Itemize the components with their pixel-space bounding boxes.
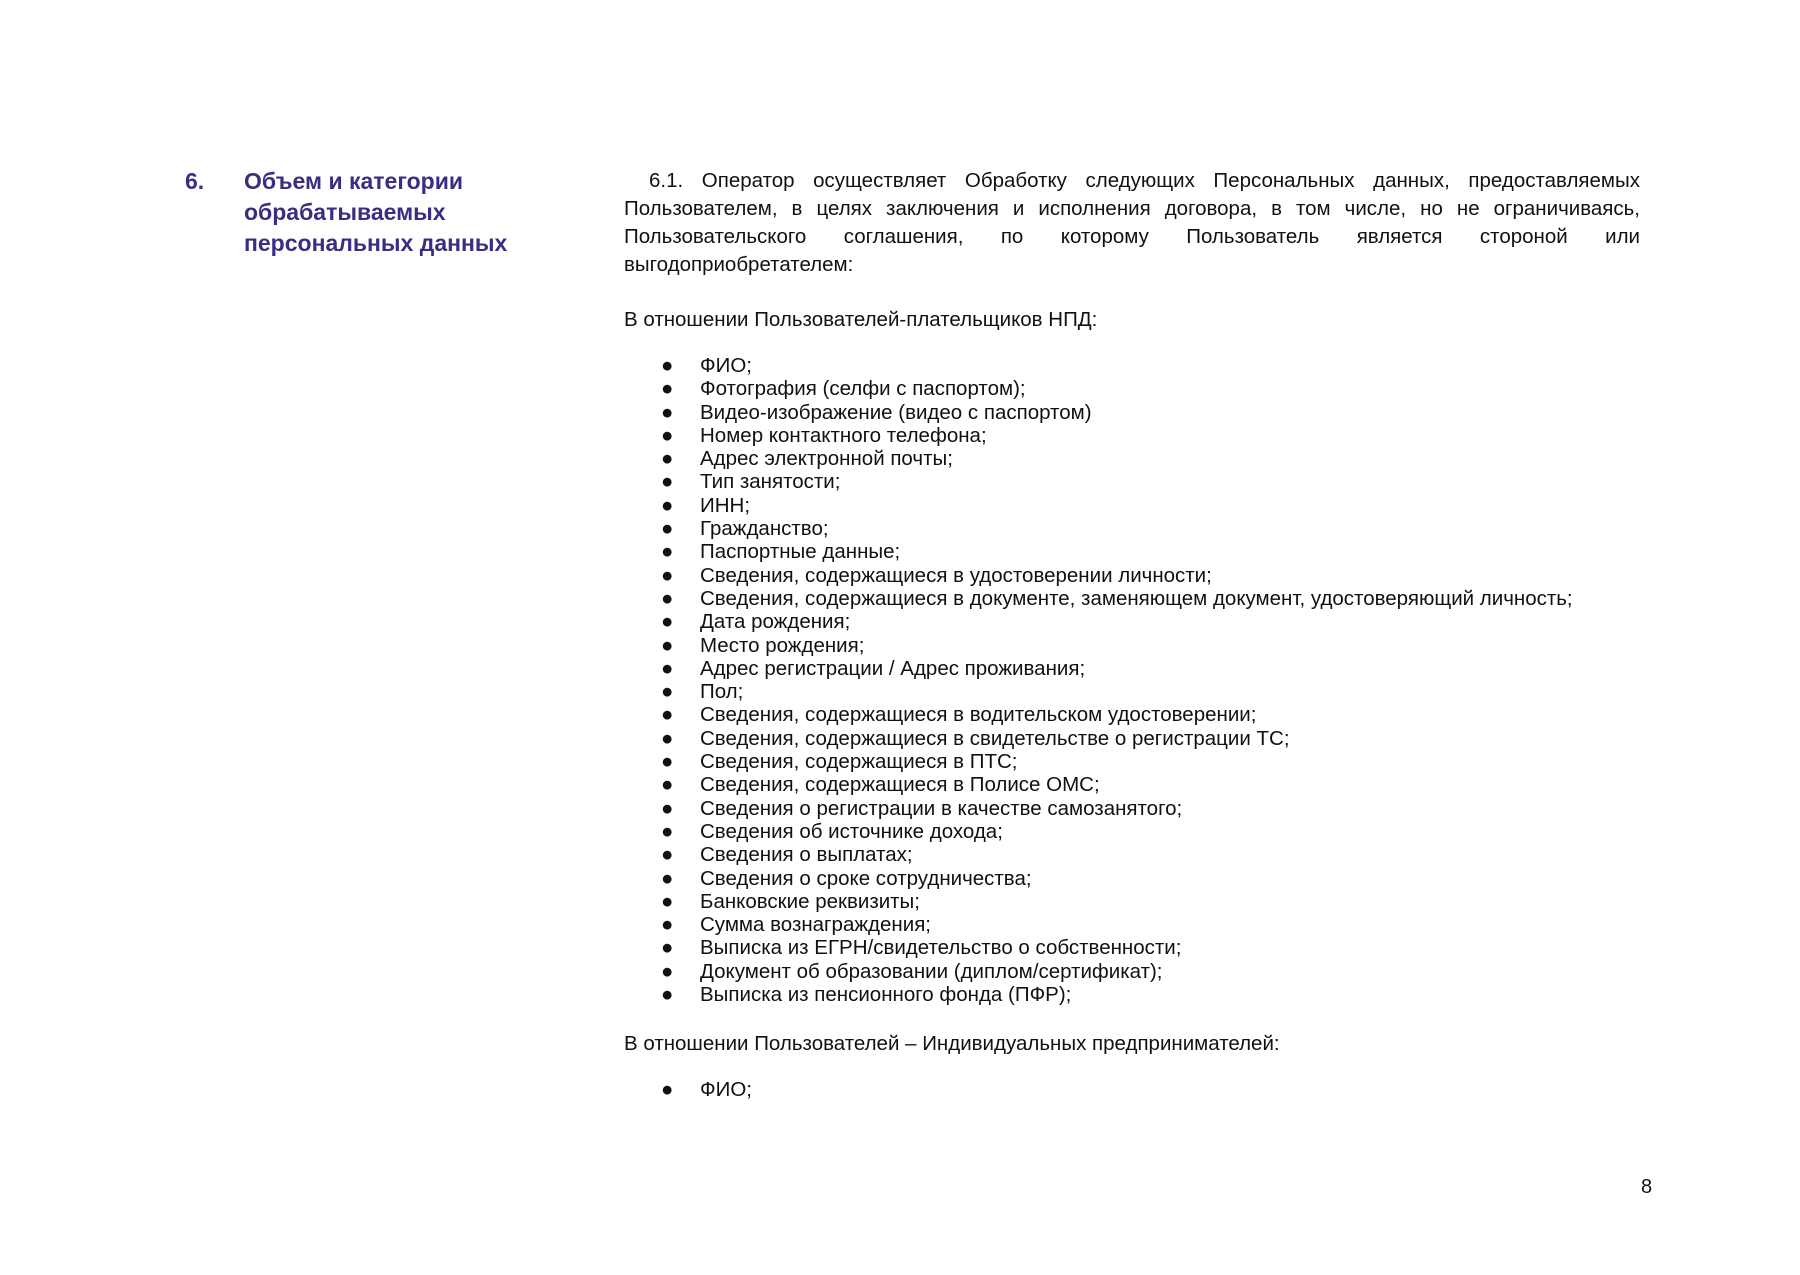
list-item-text: Фотография (селфи с паспортом);	[700, 377, 1026, 401]
list-item-text: Гражданство;	[700, 517, 829, 541]
list-item-text: ИНН;	[700, 493, 751, 517]
bullet-icon: ●	[661, 400, 674, 424]
bullet-icon: ●	[661, 610, 674, 634]
bullet-icon: ●	[661, 983, 674, 1007]
list-item	[624, 913, 1640, 936]
bullet-icon: ●	[661, 913, 674, 937]
list-item	[624, 634, 1640, 657]
bullet-icon: ●	[661, 656, 674, 680]
list-item-text: Сумма вознаграждения;	[700, 913, 931, 937]
bullet-icon: ●	[661, 447, 674, 471]
section-number: 6.	[185, 168, 205, 194]
list-item-text: Место рождения;	[700, 633, 865, 657]
bullet-icon: ●	[661, 354, 674, 377]
list-item	[624, 727, 1640, 750]
list-item-text: Выписка из пенсионного фонда (ПФР);	[700, 983, 1072, 1007]
page-number: 8	[1641, 1176, 1653, 1198]
npd-data-list	[624, 354, 1640, 1006]
list-item-text: Паспортные данные;	[700, 540, 901, 564]
list-item	[624, 610, 1640, 633]
bullet-icon: ●	[661, 866, 674, 890]
list-item-text: Банковские реквизиты;	[700, 889, 920, 913]
list-item-text: Сведения о сроке сотрудничества;	[700, 866, 1032, 890]
list-item-text: Сведения, содержащиеся в удостоверении личности;	[700, 563, 1212, 587]
list-item-text: Сведения, содержащиеся в Полисе ОМС;	[700, 773, 1100, 797]
bullet-icon: ●	[661, 726, 674, 750]
bullet-icon: ●	[661, 423, 674, 447]
bullet-icon: ●	[661, 796, 674, 820]
list-item-text: Документ об образовании (диплом/сертификат);	[700, 959, 1163, 983]
list-item-text: Адрес электронной почты;	[700, 447, 953, 471]
bullet-icon: ●	[661, 959, 674, 983]
bullet-icon: ●	[661, 633, 674, 657]
list-item	[624, 377, 1640, 400]
list-item-text: Выписка из ЕГРН/свидетельство о собственности;	[700, 936, 1182, 960]
list-item-text: Сведения о регистрации в качестве самозанятого;	[700, 796, 1183, 820]
section-title: Объем и категории обрабатываемых персональных данных	[244, 168, 508, 256]
list-item	[624, 494, 1640, 517]
list-item	[624, 773, 1640, 796]
bullet-icon: ●	[661, 563, 674, 587]
bullet-icon: ●	[661, 680, 674, 704]
section-content	[624, 167, 1640, 1102]
list-item-text: Адрес регистрации / Адрес проживания;	[700, 656, 1086, 680]
list-item-text: Сведения, содержащиеся в ПТС;	[700, 750, 1018, 774]
list-item	[624, 447, 1640, 470]
bullet-icon: ●	[661, 1078, 674, 1102]
list-item	[624, 983, 1640, 1006]
list-item-text: Тип занятости;	[700, 470, 841, 494]
bullet-icon: ●	[661, 703, 674, 727]
bullet-icon: ●	[661, 377, 674, 401]
list-item	[624, 750, 1640, 773]
list-item	[624, 843, 1640, 866]
list-item-text: Пол;	[700, 680, 744, 704]
clause-6-1-text: 6.1. Оператор осуществляет Обработку следующих Персональных данных, предоставляемых Пользователем, в целях заключения и исполнения договора, в том числе, но не ограничиваясь, Пользовательского соглашения, по которому Пользователь является стороной или выгодоприобретателем:	[624, 169, 1640, 276]
list-item-text: Сведения о выплатах;	[700, 843, 913, 867]
npd-users-heading: В отношении Пользователей-плательщиков НПД:	[624, 308, 1098, 331]
list-item	[624, 936, 1640, 959]
bullet-icon: ●	[661, 750, 674, 774]
list-item-text: ФИО;	[700, 354, 752, 377]
bullet-icon: ●	[661, 889, 674, 913]
list-item	[624, 960, 1640, 983]
list-item-text: Сведения, содержащиеся в водительском удостоверении;	[700, 703, 1257, 727]
list-item	[624, 680, 1640, 703]
bullet-icon: ●	[661, 540, 674, 564]
list-item-text: Номер контактного телефона;	[700, 423, 987, 447]
list-item	[624, 1078, 1640, 1101]
list-item	[624, 587, 1640, 610]
list-item	[624, 354, 1640, 377]
list-item	[624, 703, 1640, 726]
list-item	[624, 517, 1640, 540]
list-item-text: Сведения, содержащиеся в документе, заменяющем документ, удостоверяющий личность;	[700, 586, 1573, 610]
list-item	[624, 820, 1640, 843]
list-item-text: Видео-изображение (видео с паспортом)	[700, 400, 1092, 424]
bullet-icon: ●	[661, 819, 674, 843]
list-item-text: ФИО;	[700, 1078, 752, 1102]
list-item	[624, 424, 1640, 447]
list-item	[624, 564, 1640, 587]
ip-data-list	[624, 1078, 1640, 1101]
bullet-icon: ●	[661, 517, 674, 541]
bullet-icon: ●	[661, 493, 674, 517]
list-item	[624, 797, 1640, 820]
list-item	[624, 867, 1640, 890]
list-item	[624, 470, 1640, 493]
list-item	[624, 540, 1640, 563]
bullet-icon: ●	[661, 773, 674, 797]
ip-users-heading: В отношении Пользователей – Индивидуальных предпринимателей:	[624, 1032, 1280, 1056]
list-item	[624, 890, 1640, 913]
list-item	[624, 401, 1640, 424]
bullet-icon: ●	[661, 936, 674, 960]
bullet-icon: ●	[661, 470, 674, 494]
bullet-icon: ●	[661, 586, 674, 610]
bullet-icon: ●	[661, 843, 674, 867]
list-item-text: Дата рождения;	[700, 610, 851, 634]
list-item-text: Сведения, содержащиеся в свидетельстве о регистрации ТС;	[700, 726, 1290, 750]
list-item-text: Сведения об источнике дохода;	[700, 819, 1003, 843]
list-item	[624, 657, 1640, 680]
